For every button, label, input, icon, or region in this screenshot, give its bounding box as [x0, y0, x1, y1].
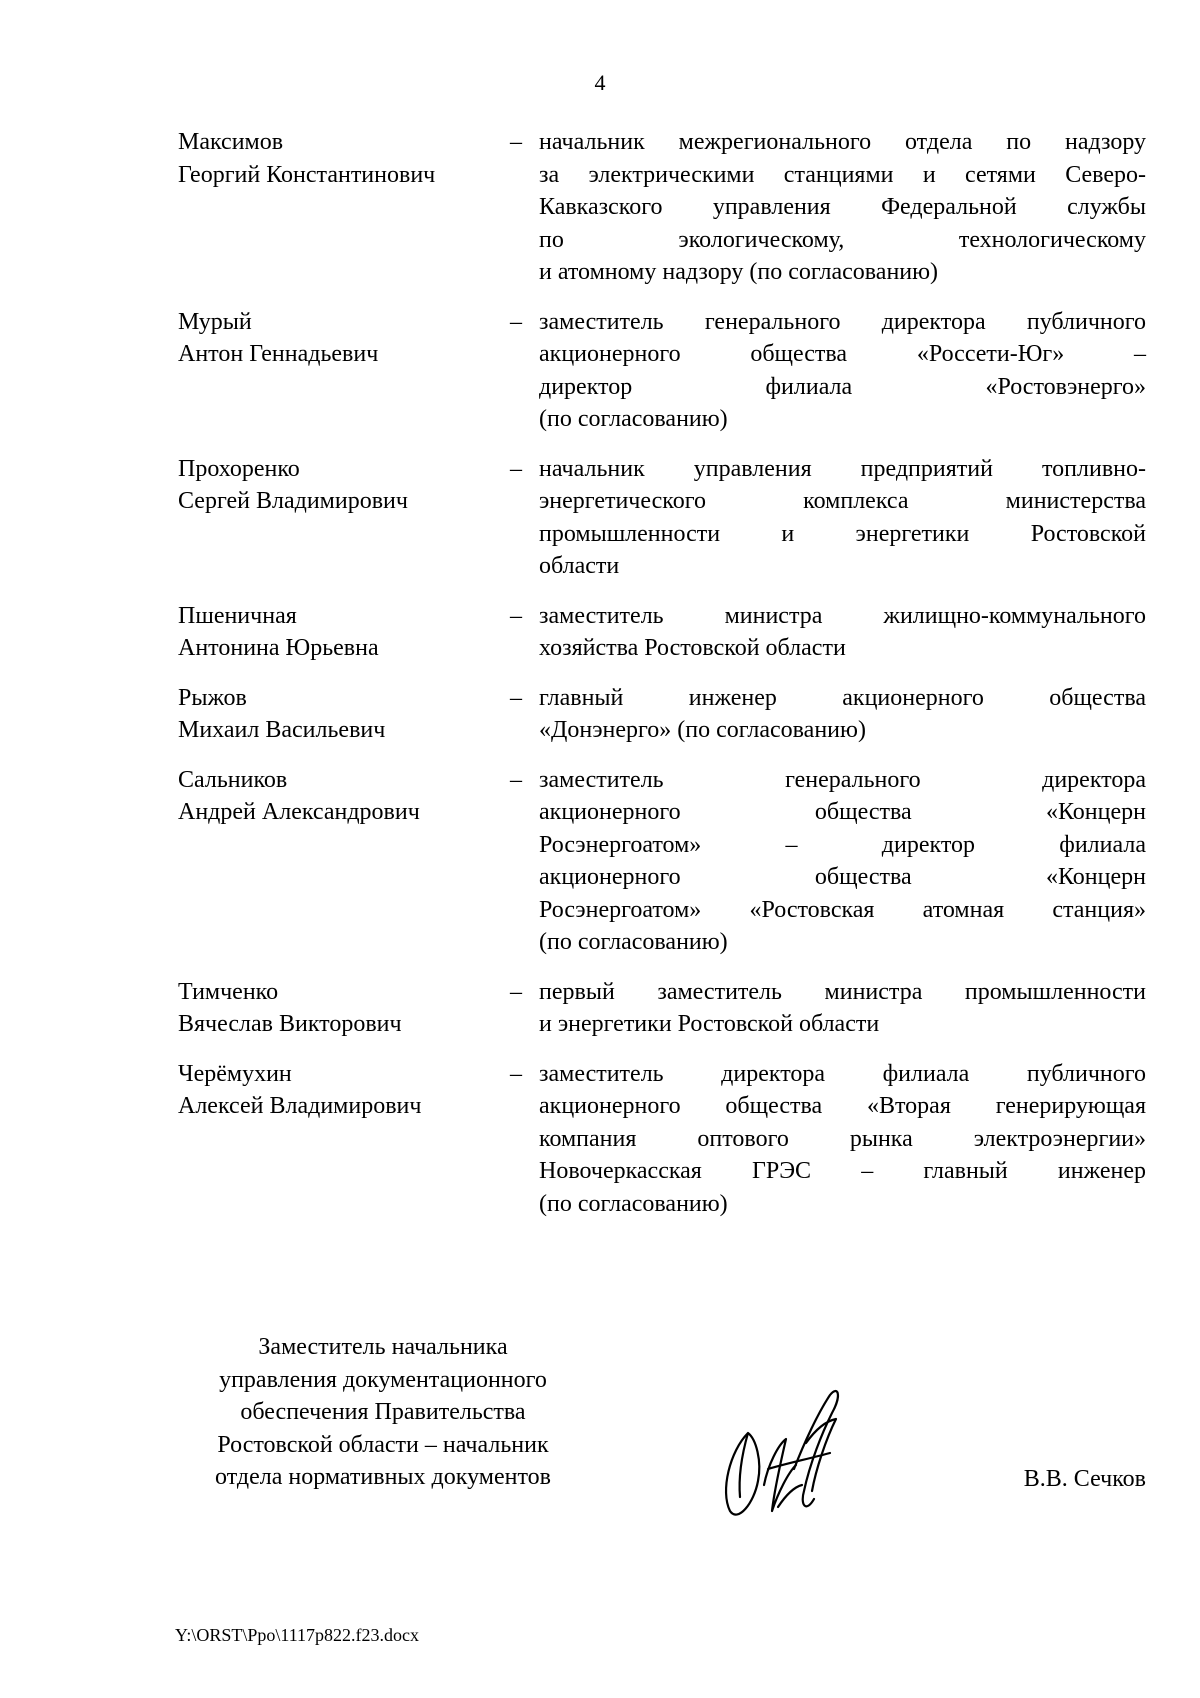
signer-title [178, 1331, 588, 1494]
signer-title-line: Ростовской области – начальник [217, 1431, 549, 1458]
member-row [178, 126, 1146, 289]
position-line: акционерного общества «Россети-Юг» – [539, 341, 1146, 367]
member-dash: – [510, 602, 522, 629]
member-position [539, 764, 1146, 959]
member-dash: – [510, 455, 522, 482]
member-surname: Рыжов [178, 684, 247, 711]
position-line: первый заместитель министра промышленности [539, 978, 1146, 1005]
member-surname: Прохоренко [178, 455, 300, 482]
position-line: «Донэнерго» (по согласованию) [539, 717, 866, 743]
member-name [178, 682, 510, 747]
position-line: компания оптового рынка электроэнергии» [539, 1125, 1146, 1152]
position-line: (по согласованию) [539, 929, 728, 955]
position-line: промышленности и энергетики Ростовской [539, 520, 1146, 547]
position-line: энергетического комплекса министерства [539, 488, 1146, 514]
position-line: Кавказского управления Федеральной службы [539, 194, 1146, 220]
member-surname: Пшеничная [178, 602, 297, 629]
position-line: Новочеркасская ГРЭС – главный инженер [539, 1158, 1146, 1184]
position-line: заместитель генерального директора [539, 766, 1146, 793]
signer-name: В.В. Сечков [1023, 1466, 1146, 1492]
position-line: области [539, 553, 620, 579]
member-name [178, 306, 510, 371]
member-surname: Черёмухин [178, 1060, 292, 1087]
member-dash: – [510, 1060, 522, 1087]
position-line: и энергетики Ростовской области [539, 1011, 880, 1037]
member-dash: – [510, 308, 522, 335]
member-name [178, 126, 510, 191]
page-number: 4 [594, 70, 606, 95]
member-name [178, 1058, 510, 1123]
member-row [178, 453, 1146, 583]
member-surname: Сальников [178, 766, 288, 793]
member-position [539, 600, 1146, 665]
position-line: по экологическому, технологическому [539, 226, 1146, 253]
member-row [178, 1058, 1146, 1221]
member-given-names: Михаил Васильевич [178, 717, 386, 743]
position-line: заместитель генерального директора публичного [539, 308, 1146, 335]
position-line: акционерного общества «Вторая генерирующая [539, 1093, 1146, 1119]
member-row [178, 682, 1146, 747]
member-position [539, 306, 1146, 436]
position-line: заместитель директора филиала публичного [539, 1060, 1146, 1087]
member-position [539, 126, 1146, 289]
member-position [539, 682, 1146, 747]
member-dash: – [510, 978, 522, 1005]
position-line: акционерного общества «Концерн [539, 864, 1146, 890]
member-given-names: Антонина Юрьевна [178, 635, 379, 661]
member-name [178, 764, 510, 829]
member-given-names: Георгий Константинович [178, 161, 436, 188]
member-position [539, 1058, 1146, 1221]
position-line: (по согласованию) [539, 1190, 728, 1217]
member-surname: Тимченко [178, 978, 279, 1005]
position-line: начальник управления предприятий топливно- [539, 455, 1146, 482]
signer-title-line: отдела нормативных документов [215, 1464, 551, 1490]
signer-title-line: обеспечения Правительства [240, 1399, 526, 1425]
position-line: акционерного общества «Концерн [539, 799, 1146, 825]
member-dash: – [510, 766, 522, 793]
member-row [178, 764, 1146, 959]
member-dash: – [510, 684, 522, 711]
position-line: Росэнергоатом» «Ростовская атомная станция» [539, 896, 1146, 923]
position-line: начальник межрегионального отдела по надзору [539, 129, 1146, 155]
member-given-names: Вячеслав Викторович [178, 1011, 402, 1037]
member-dash: – [510, 129, 522, 155]
member-given-names: Алексей Владимирович [178, 1093, 422, 1119]
signature-block [178, 1331, 1146, 1501]
member-given-names: Антон Геннадьевич [178, 341, 379, 367]
signer-title-line: Заместитель начальника [258, 1334, 508, 1360]
signer-title-line: управления документационного [219, 1366, 547, 1393]
position-line: заместитель министра жилищно-коммунального [539, 602, 1146, 629]
member-name [178, 600, 510, 665]
member-row [178, 306, 1146, 436]
position-line: главный инженер акционерного общества [539, 684, 1146, 711]
member-position [539, 976, 1146, 1041]
member-position [539, 453, 1146, 583]
position-line: Росэнергоатом» – директор филиала [539, 831, 1146, 858]
position-line: хозяйства Ростовской области [539, 635, 846, 661]
member-surname: Мурый [178, 308, 252, 335]
position-line: за электрическими станциями и сетями Северо- [539, 161, 1146, 188]
member-row [178, 976, 1146, 1041]
position-line: (по согласованию) [539, 406, 728, 432]
member-given-names: Андрей Александрович [178, 799, 420, 825]
member-row [178, 600, 1146, 665]
member-name [178, 976, 510, 1041]
member-surname: Максимов [178, 129, 284, 155]
position-line: директор филиала «Ростовэнерго» [539, 373, 1146, 400]
members-list [178, 126, 1146, 1220]
member-name [178, 453, 510, 518]
handwritten-signature [708, 1373, 858, 1523]
position-line: и атомному надзору (по согласованию) [539, 259, 939, 285]
member-given-names: Сергей Владимирович [178, 488, 408, 514]
file-path: Y:\ORST\Ppo\1117p822.f23.docx [175, 1625, 420, 1645]
